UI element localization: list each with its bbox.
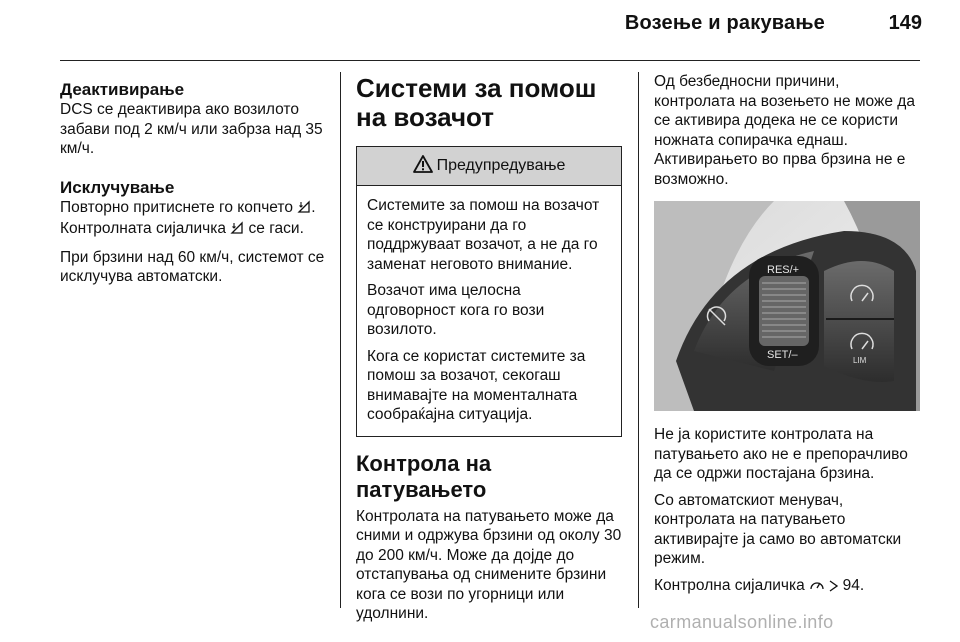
column-divider-1 xyxy=(340,72,341,608)
control-light-ref xyxy=(654,576,922,598)
header-title: Возење и ракување xyxy=(624,12,825,34)
spacer xyxy=(60,166,330,178)
warning-header xyxy=(357,147,621,186)
warning-paragraph: Возачот има целосна одговорност кога го вози возилото. xyxy=(367,282,545,338)
body-paragraph: Не ја користите контролата на патувањето ако не е препорачливо да се одржи постајана брзина. xyxy=(654,426,908,482)
warning-triangle-icon xyxy=(413,155,437,178)
switch-off-text xyxy=(60,198,330,241)
speed-note: При брзини над 60 км/ч, системот се исклучува автоматски. xyxy=(60,248,325,285)
res-label: RES/+ xyxy=(767,264,800,276)
warning-label: Предупредување xyxy=(436,157,566,174)
column-3 xyxy=(654,72,922,604)
switch-off-text-c: се гаси. xyxy=(244,220,304,237)
warning-paragraph: Системите за помош на возачот се конструирани да го поддржуваат возачот, а не да го заменат неговото внимание. xyxy=(367,197,600,273)
column-divider-2 xyxy=(638,72,639,608)
set-label: SET/– xyxy=(767,349,798,361)
warning-paragraph: Кога се користат системите за помош за возачот, секогаш внимавајте на моменталната сообраќајна ситуација. xyxy=(367,347,586,423)
page-ref-arrow-icon xyxy=(829,578,838,598)
lim-label: LIM xyxy=(853,356,867,365)
watermark: carmanualsonline.info xyxy=(650,612,834,632)
body-paragraph: Со автоматскиот менувач, контролата на патувањето активирајте ја само во автоматски режим. xyxy=(654,491,902,567)
hill-descent-icon xyxy=(297,198,311,220)
switch-off-text-b: . Контролната сијаличка xyxy=(60,198,316,237)
control-light-label: Контролна сијаличка xyxy=(654,576,810,594)
header-divider xyxy=(60,60,920,61)
page-reference: 94. xyxy=(838,576,865,594)
deactivation-heading: Деактивирање xyxy=(60,80,185,99)
switch-off-heading: Исклучување xyxy=(60,177,175,197)
page-number: 149 xyxy=(888,12,922,34)
cruise-control-text: Контролата на патувањето може да сними и одржува брзини од околу 30 до 200 км/ч. Може да дојде до отстапувања од снимените брзини кога се вози по угорници или удолнини. xyxy=(356,507,622,622)
warning-body xyxy=(357,186,621,436)
cruise-control-icon xyxy=(809,578,825,598)
intro-text: Од безбедносни причини, контролата на возењето не може да се активира додека не се користи ножната сопирачка еднаш. Активирањето во прва брзина не е возможно. xyxy=(654,73,915,188)
steering-wheel-controls-image xyxy=(654,201,920,411)
warning-box xyxy=(356,146,622,437)
column-2 xyxy=(356,74,624,631)
deactivation-text: DCS се деактивира ако возилото забави под 2 км/ч или забрза над 35 км/ч. xyxy=(60,101,323,157)
column-1 xyxy=(60,80,330,294)
section-title: Системи за помош на возачот xyxy=(356,73,597,132)
hill-descent-icon xyxy=(230,219,244,241)
switch-off-text-a: Повторно притиснете го копчето xyxy=(60,198,298,216)
cruise-control-title: Контрола на патувањето xyxy=(356,450,492,502)
